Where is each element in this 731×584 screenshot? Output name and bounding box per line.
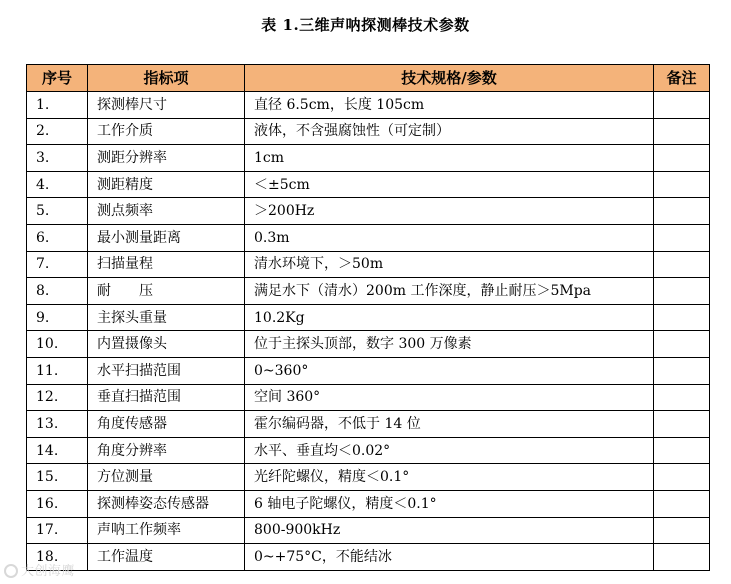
cell-item: 角度传感器 [88, 411, 245, 438]
spec-table [26, 64, 710, 571]
table-row [27, 490, 710, 517]
cell-note [654, 171, 710, 198]
cell-spec: 空间 360° [245, 384, 654, 411]
table-row [27, 331, 710, 358]
table-row [27, 278, 710, 305]
cell-spec: 0.3m [245, 224, 654, 251]
cell-item: 工作温度 [88, 544, 245, 571]
cell-item: 探测棒尺寸 [88, 92, 245, 119]
cell-item: 内置摄像头 [88, 331, 245, 358]
cell-item: 方位测量 [88, 464, 245, 491]
header-spec: 技术规格/参数 [245, 65, 654, 92]
table-row [27, 92, 710, 119]
cell-note [654, 278, 710, 305]
cell-no: 11. [27, 357, 88, 384]
table-row [27, 198, 710, 225]
cell-spec: 6 轴电子陀螺仪，精度＜0.1° [245, 490, 654, 517]
cell-spec: ＜±5cm [245, 171, 654, 198]
cell-item: 测距分辨率 [88, 145, 245, 172]
table-body [27, 92, 710, 571]
table-row [27, 171, 710, 198]
cell-no: 4. [27, 171, 88, 198]
cell-note [654, 145, 710, 172]
table-row [27, 357, 710, 384]
cell-no: 1. [27, 92, 88, 119]
watermark [4, 560, 75, 579]
cell-spec: 1cm [245, 145, 654, 172]
cell-no: 8. [27, 278, 88, 305]
cell-spec: 800-900kHz [245, 517, 654, 544]
header-row [27, 65, 710, 92]
document-title: 表 1.三维声呐探测棒技术参数 [261, 16, 470, 34]
cell-note [654, 437, 710, 464]
cell-spec: 0~360° [245, 357, 654, 384]
cell-no: 3. [27, 145, 88, 172]
table-row [27, 118, 710, 145]
cell-spec: 直径 6.5cm，长度 105cm [245, 92, 654, 119]
cell-item: 角度分辨率 [88, 437, 245, 464]
cell-note [654, 304, 710, 331]
table-row [27, 517, 710, 544]
cell-spec: 清水环境下，＞50m [245, 251, 654, 278]
cell-no: 5. [27, 198, 88, 225]
cell-note [654, 118, 710, 145]
cell-no: 9. [27, 304, 88, 331]
header-item: 指标项 [88, 65, 245, 92]
cell-no: 7. [27, 251, 88, 278]
cell-item: 最小测量距离 [88, 224, 245, 251]
cell-item: 扫描量程 [88, 251, 245, 278]
table-row [27, 464, 710, 491]
cell-item: 测点频率 [88, 198, 245, 225]
cell-no: 18. [27, 544, 88, 571]
cell-note [654, 517, 710, 544]
watermark-text: 大创海鹰 [21, 564, 76, 579]
cell-no: 15. [27, 464, 88, 491]
cell-spec: 满足水下（清水）200m 工作深度，静止耐压＞5Mpa [245, 278, 654, 305]
table-row [27, 384, 710, 411]
table-row [27, 304, 710, 331]
cell-note [654, 544, 710, 571]
cell-no: 16. [27, 490, 88, 517]
cell-spec: ＞200Hz [245, 198, 654, 225]
cell-no: 2. [27, 118, 88, 145]
cell-item: 声呐工作频率 [88, 517, 245, 544]
cell-item: 主探头重量 [88, 304, 245, 331]
cell-note [654, 251, 710, 278]
cell-spec: 10.2Kg [245, 304, 654, 331]
cell-spec: 0~+75°C，不能结冰 [245, 544, 654, 571]
cell-no: 6. [27, 224, 88, 251]
cell-item: 探测棒姿态传感器 [88, 490, 245, 517]
table-row [27, 437, 710, 464]
cell-spec: 液体，不含强腐蚀性（可定制） [245, 118, 654, 145]
header-note: 备注 [654, 65, 710, 92]
cell-item: 测距精度 [88, 171, 245, 198]
cell-note [654, 331, 710, 358]
cell-note [654, 198, 710, 225]
table-row [27, 411, 710, 438]
cell-no: 12. [27, 384, 88, 411]
cell-note [654, 384, 710, 411]
cell-item: 水平扫描范围 [88, 357, 245, 384]
table-row [27, 251, 710, 278]
cell-spec: 霍尔编码器，不低于 14 位 [245, 411, 654, 438]
cell-note [654, 490, 710, 517]
cell-spec: 水平、垂直均＜0.02° [245, 437, 654, 464]
table-row [27, 224, 710, 251]
table-row [27, 544, 710, 571]
cell-spec: 位于主探头顶部，数字 300 万像素 [245, 331, 654, 358]
table-row [27, 145, 710, 172]
cell-no: 10. [27, 331, 88, 358]
cell-item: 工作介质 [88, 118, 245, 145]
cell-note [654, 92, 710, 119]
cell-no: 17. [27, 517, 88, 544]
cell-note [654, 224, 710, 251]
table-header [27, 65, 710, 92]
cell-note [654, 464, 710, 491]
cell-note [654, 411, 710, 438]
watermark-logo-icon [4, 564, 18, 578]
header-no: 序号 [27, 65, 88, 92]
cell-item: 耐 压 [88, 278, 245, 305]
cell-spec: 光纤陀螺仪，精度＜0.1° [245, 464, 654, 491]
cell-no: 13. [27, 411, 88, 438]
cell-no: 14. [27, 437, 88, 464]
cell-item: 垂直扫描范围 [88, 384, 245, 411]
cell-note [654, 357, 710, 384]
